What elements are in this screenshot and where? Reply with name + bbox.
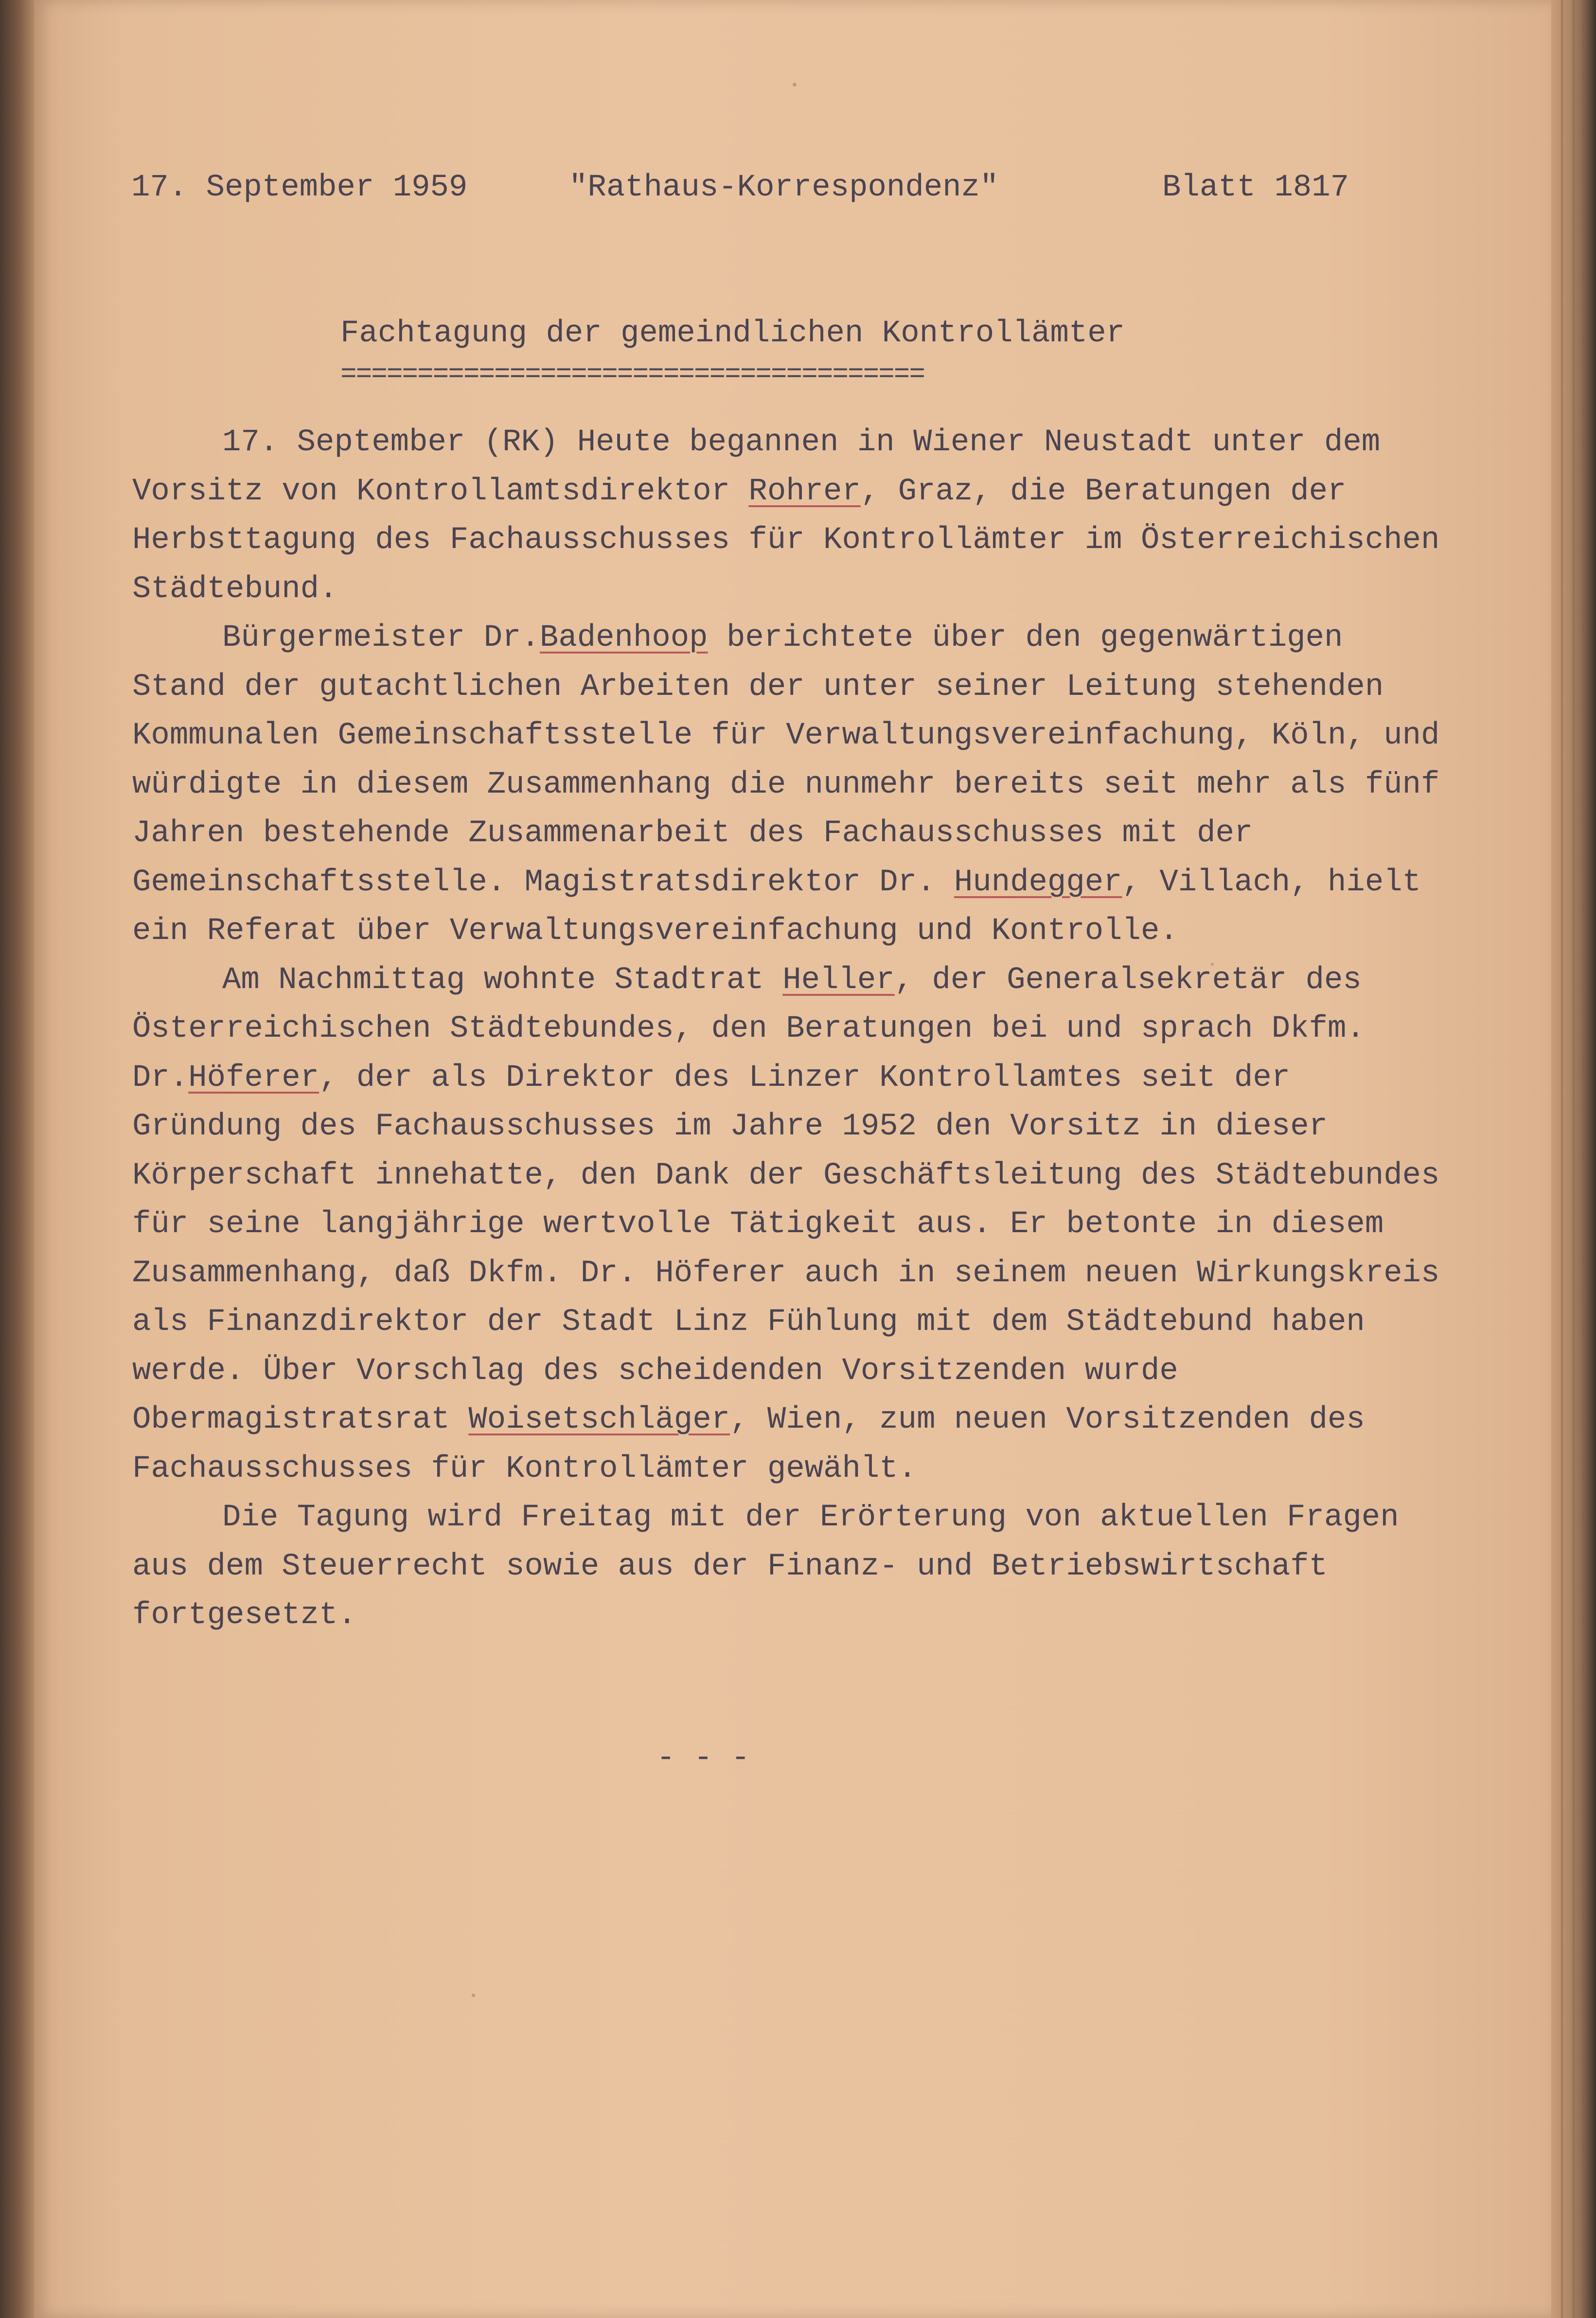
paragraph-4 [132,1493,1445,1640]
paragraph-text: Bürgermeister Dr. [222,620,540,655]
document-header [131,170,1362,214]
paragraph-text: , Wien, zum neuen Vorsitzenden des Fachausschusses für Kontrollämter gewählt. [132,1402,1365,1486]
person-name-heller: Heller [782,962,895,998]
article-body [132,418,1445,1640]
paragraph-1 [132,418,1445,614]
paragraph-2 [132,614,1445,956]
person-name-woisetschlaeger: Woisetschläger [468,1402,730,1437]
page-stack-edge [1551,0,1596,2318]
person-name-badenhoop: Badenhoop [539,620,708,655]
paragraph-text: 17. September (RK) Heute begannen in Wiener Neustadt unter dem Vorsitz von Kontrollamtsdirektor [132,425,1381,509]
person-name-hoeferer: Höferer [188,1060,319,1096]
paragraph-text: , Villach, hielt ein Referat über Verwaltungsvereinfachung und Kontrolle. [132,865,1421,949]
paragraph-text: , der als Direktor des Linzer Kontrollamtes seit der Gründung des Fachausschusses im Jahre 1952 den Vorsitz in dieser Körperschaft innehatte, den Dank der Geschäftsleitung des Städtebundes für seine langjährige wertvolle Tätigkeit aus. Er betonte in diesem Zusammenhang, daß Dkfm. Dr. Höferer auch in seinem neuen Wirkungskreis als Finanzdirektor der Stadt Linz Fühlung mit dem Städtebund haben werde. Über Vorschlag des scheidenden Vorsitzenden wurde Obermagistratsrat [132,1060,1440,1437]
paragraph-3 [132,956,1445,1494]
paper-speck [793,83,797,87]
paragraph-text: Die Tagung wird Freitag mit der Erörterung von aktuellen Fragen aus dem Steuerrecht sowie aus der Finanz- und Betriebswirtschaft fortgesetzt. [132,1500,1399,1633]
header-date: 17. September 1959 [131,170,468,205]
paragraph-text: , Graz, die Beratungen der Herbsttagung des Fachausschusses für Kontrollämter im Österreichischen Städtebund. [132,474,1440,607]
header-sheet-number: Blatt 1817 [1162,170,1349,205]
end-of-article-mark: - - - [656,1741,750,1776]
title-underline: ====================================== [340,359,925,390]
header-publication: "Rathaus-Korrespondenz" [569,170,999,205]
paper-speck [472,1994,475,1997]
person-name-rohrer: Rohrer [748,474,861,509]
paragraph-text: Am Nachmittag wohnte Stadtrat [222,962,783,998]
paragraph-text: , der Generalsekretär des Österreichischen Städtebundes, den Beratungen bei und sprach Dkfm. Dr. [132,962,1365,1096]
book-binding-edge [0,0,34,2318]
paragraph-text: berichtete über den gegenwärtigen Stand der gutachtlichen Arbeiten der unter seiner Leitung stehenden Kommunalen Gemeinschaftsstelle für Verwaltungsvereinfachung, Köln, und würdigte in diesem Zusammenhang die nunmehr bereits seit mehr als fünf Jahren bestehende Zusammenarbeit des Fachausschusses mit der Gemeinschaftsstelle. Magistratsdirektor Dr. [132,620,1440,900]
article-title: Fachtagung der gemeindlichen Kontrollämter [340,316,1125,351]
person-name-hundegger: Hundegger [954,865,1122,900]
